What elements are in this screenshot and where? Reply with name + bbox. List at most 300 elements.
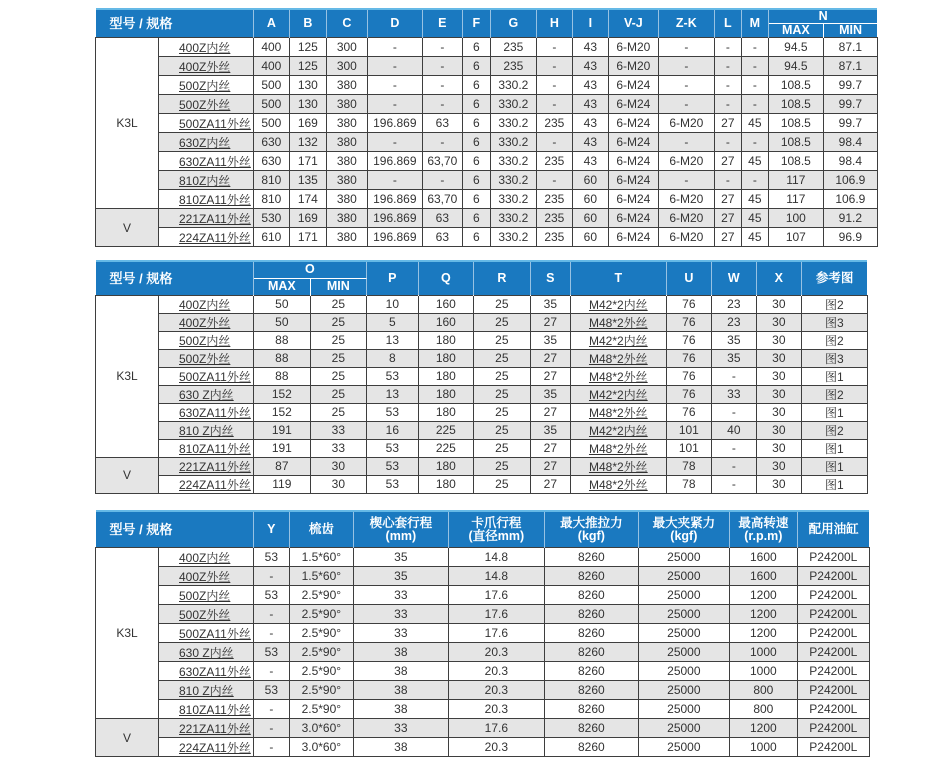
value-cell: 63: [422, 114, 462, 133]
spec-cell: [159, 367, 254, 385]
spec-cell: [159, 421, 254, 439]
value-cell: 196.869: [367, 190, 422, 209]
column-header: [353, 511, 448, 548]
value-cell: -: [422, 95, 462, 114]
value-cell: 27: [714, 228, 741, 247]
table-row: [96, 313, 868, 331]
value-cell: 图2: [801, 385, 867, 403]
value-cell: 380: [326, 209, 367, 228]
column-header: P: [366, 261, 418, 295]
value-cell: 30: [756, 385, 801, 403]
value-cell: 25: [473, 349, 530, 367]
value-cell: 27: [714, 209, 741, 228]
model-group-cell: K3L: [96, 548, 159, 719]
value-cell: 63: [422, 209, 462, 228]
value-cell: 25: [473, 385, 530, 403]
value-cell: 76: [666, 367, 711, 385]
value-cell: 63: [422, 228, 462, 247]
spec-cell: [159, 114, 254, 133]
value-cell: P24200L: [797, 700, 869, 719]
value-cell: 196.869: [367, 228, 422, 247]
table-row: [96, 349, 868, 367]
value-cell: 30: [756, 439, 801, 457]
value-cell: 2.5*90°: [289, 643, 353, 662]
spec-cell: [159, 403, 254, 421]
spec-cell: [159, 586, 254, 605]
value-cell: 108.5: [768, 152, 823, 171]
value-cell: 图1: [801, 457, 867, 475]
value-cell: 30: [756, 403, 801, 421]
value-cell: 99.7: [823, 76, 877, 95]
value-cell: 33: [310, 439, 366, 457]
value-cell: P24200L: [797, 681, 869, 700]
table-row: [96, 700, 870, 719]
value-cell: -: [658, 57, 714, 76]
spec-link[interactable]: 500Z内丝: [179, 333, 231, 348]
value-cell: 180: [418, 331, 473, 349]
spec-cell: [159, 439, 254, 457]
value-cell[interactable]: M42*2内丝: [570, 421, 666, 439]
value-cell: 88: [253, 367, 310, 385]
value-cell: 76: [666, 295, 711, 313]
value-cell: 235: [536, 152, 572, 171]
value-cell: -: [253, 624, 289, 643]
value-cell: 6: [462, 228, 490, 247]
value-cell: 1000: [729, 662, 797, 681]
column-header-label: 楔心套行程: [369, 515, 433, 530]
spec-link[interactable]: 810ZA11外丝: [179, 702, 251, 717]
value-cell: 1200: [729, 624, 797, 643]
value-cell: 17.6: [448, 605, 544, 624]
value-cell: 25: [310, 403, 366, 421]
value-cell: 171: [289, 152, 326, 171]
spec-cell: [159, 152, 254, 171]
column-header-unit: (直径mm): [468, 528, 525, 543]
value-cell[interactable]: M48*2外丝: [570, 475, 666, 493]
table-row: [96, 367, 868, 385]
value-cell: 107: [768, 228, 823, 247]
value-cell: 43: [572, 152, 608, 171]
value-cell: -: [711, 475, 756, 493]
table-row: [96, 439, 868, 457]
value-cell: 152: [253, 385, 310, 403]
value-cell: 53: [253, 586, 289, 605]
spec-link[interactable]: 500Z内丝: [179, 78, 231, 93]
value-cell: 1200: [729, 719, 797, 738]
column-header: Z-K: [658, 9, 714, 38]
spec-link[interactable]: 500ZA11外丝: [179, 116, 251, 131]
value-cell: 10: [366, 295, 418, 313]
value-cell: -: [253, 700, 289, 719]
column-header: D: [367, 9, 422, 38]
value-cell: 20.3: [448, 643, 544, 662]
value-cell: 25000: [638, 643, 729, 662]
spec-link[interactable]: 500ZA11外丝: [179, 626, 251, 641]
column-header: C: [326, 9, 367, 38]
value-cell: -: [367, 57, 422, 76]
spec-link[interactable]: 500Z外丝: [179, 351, 231, 366]
value-cell: 35: [353, 567, 448, 586]
value-cell: 25000: [638, 700, 729, 719]
spec-link[interactable]: 630ZA11外丝: [179, 664, 251, 679]
value-cell: -: [536, 133, 572, 152]
table-row: [96, 567, 870, 586]
spec-link[interactable]: 400Z内丝: [179, 297, 231, 312]
value-cell[interactable]: M48*2外丝: [570, 439, 666, 457]
value-cell: 88: [253, 349, 310, 367]
value-cell: 6: [462, 76, 490, 95]
value-cell: 27: [530, 313, 570, 331]
spec-link[interactable]: 224ZA11外丝: [179, 230, 251, 245]
header-row: [96, 261, 868, 278]
value-cell: 6-M24: [608, 228, 658, 247]
value-cell: 25000: [638, 681, 729, 700]
value-cell: 25000: [638, 548, 729, 567]
value-cell: 800: [729, 681, 797, 700]
value-cell: P24200L: [797, 586, 869, 605]
table-row: [96, 228, 878, 247]
value-cell: -: [253, 605, 289, 624]
value-cell: 27: [530, 367, 570, 385]
value-cell: 810: [253, 190, 289, 209]
column-header: 参考图: [801, 261, 867, 295]
value-cell: 76: [666, 331, 711, 349]
value-cell[interactable]: M48*2外丝: [570, 457, 666, 475]
value-cell: 500: [253, 114, 289, 133]
spec-link[interactable]: 630 Z内丝: [179, 387, 234, 402]
value-cell: 53: [253, 643, 289, 662]
table-row: [96, 681, 870, 700]
value-cell: 180: [418, 457, 473, 475]
spec-link[interactable]: 221ZA11外丝: [179, 459, 251, 474]
value-cell: 33: [353, 605, 448, 624]
value-cell: 380: [326, 114, 367, 133]
value-cell: -: [422, 38, 462, 57]
spec-link[interactable]: 400Z外丝: [179, 59, 231, 74]
value-cell: 174: [289, 190, 326, 209]
spec-link[interactable]: 500Z外丝: [179, 607, 231, 622]
value-cell: 130: [289, 76, 326, 95]
column-header: 配用油缸: [797, 511, 869, 548]
value-cell: 330.2: [490, 133, 536, 152]
spec-link[interactable]: 500ZA11外丝: [179, 369, 251, 384]
column-header: T: [570, 261, 666, 295]
table-row: [96, 738, 870, 757]
spec-link[interactable]: 810Z内丝: [179, 173, 231, 188]
value-cell: 500: [253, 95, 289, 114]
value-cell: 27: [530, 457, 570, 475]
value-cell: 330.2: [490, 114, 536, 133]
spec-cell: [159, 475, 254, 493]
value-cell: 8260: [544, 567, 638, 586]
value-cell: 27: [714, 114, 741, 133]
spec-link[interactable]: 400Z外丝: [179, 569, 231, 584]
value-cell: 25: [310, 313, 366, 331]
value-cell[interactable]: M42*2内丝: [570, 295, 666, 313]
value-cell: 6-M24: [608, 190, 658, 209]
value-cell[interactable]: M48*2外丝: [570, 313, 666, 331]
value-cell: -: [714, 76, 741, 95]
value-cell[interactable]: M48*2外丝: [570, 367, 666, 385]
value-cell: 8260: [544, 643, 638, 662]
value-cell: 6-M20: [658, 114, 714, 133]
spec-link[interactable]: 500Z内丝: [179, 588, 231, 603]
value-cell: 图3: [801, 313, 867, 331]
value-cell: 6: [462, 114, 490, 133]
value-cell: 169: [289, 209, 326, 228]
value-cell: 330.2: [490, 76, 536, 95]
value-cell: 30: [756, 475, 801, 493]
value-cell: 152: [253, 403, 310, 421]
value-cell: 400: [253, 57, 289, 76]
value-cell: 119: [253, 475, 310, 493]
value-cell: -: [536, 57, 572, 76]
value-cell: 800: [729, 700, 797, 719]
value-cell: 53: [366, 457, 418, 475]
value-cell: 6: [462, 133, 490, 152]
spec-link[interactable]: 810 Z内丝: [179, 423, 234, 438]
spec-cell: [159, 681, 254, 700]
value-cell: 27: [530, 403, 570, 421]
value-cell: 610: [253, 228, 289, 247]
value-cell: 2.5*90°: [289, 586, 353, 605]
column-header-unit: (kgf): [670, 528, 698, 543]
value-cell: 35: [353, 548, 448, 567]
table-row: [96, 295, 868, 313]
value-cell: 6: [462, 57, 490, 76]
value-cell: 63,70: [422, 152, 462, 171]
column-header-label: 最大夹紧力: [652, 515, 716, 530]
value-cell: 94.5: [768, 38, 823, 57]
value-cell: 2.5*90°: [289, 662, 353, 681]
spec-cell: [159, 605, 254, 624]
table-row: [96, 662, 870, 681]
spec-link[interactable]: 810 Z内丝: [179, 683, 234, 698]
column-header-label: 最大推拉力: [560, 515, 623, 530]
spec-cell: [159, 313, 254, 331]
value-cell: 78: [666, 475, 711, 493]
value-cell: 35: [711, 349, 756, 367]
value-cell: 101: [666, 439, 711, 457]
value-cell: 6: [462, 95, 490, 114]
value-cell: 8260: [544, 605, 638, 624]
value-cell: 25: [310, 331, 366, 349]
value-cell[interactable]: M42*2内丝: [570, 385, 666, 403]
spec-cell: [159, 133, 254, 152]
value-cell: 40: [711, 421, 756, 439]
value-cell: -: [422, 57, 462, 76]
value-cell: 6: [462, 152, 490, 171]
value-cell: 45: [741, 209, 768, 228]
value-cell: 330.2: [490, 190, 536, 209]
value-cell: 235: [490, 57, 536, 76]
value-cell: 6-M20: [658, 190, 714, 209]
value-cell: 43: [572, 38, 608, 57]
column-header: X: [756, 261, 801, 295]
value-cell: 6-M20: [658, 209, 714, 228]
value-cell: 6-M24: [608, 209, 658, 228]
value-cell: 1600: [729, 567, 797, 586]
column-header: M: [741, 9, 768, 38]
spec-link[interactable]: 810ZA11外丝: [179, 192, 251, 207]
model-group-cell: K3L: [96, 38, 159, 209]
value-cell: 380: [326, 171, 367, 190]
value-cell: 630: [253, 133, 289, 152]
value-cell[interactable]: M48*2外丝: [570, 349, 666, 367]
value-cell[interactable]: M48*2外丝: [570, 403, 666, 421]
spec-link[interactable]: 221ZA11外丝: [179, 211, 251, 226]
value-cell: 33: [310, 421, 366, 439]
value-cell: 14.8: [448, 567, 544, 586]
spec-link[interactable]: 810ZA11外丝: [179, 441, 251, 456]
spec-link[interactable]: 500Z外丝: [179, 97, 231, 112]
value-cell: 3.0*60°: [289, 738, 353, 757]
column-header: 梳齿: [289, 511, 353, 548]
model-spec-header: 型号 / 规格: [96, 511, 254, 548]
value-cell: 1.5*60°: [289, 548, 353, 567]
value-cell: -: [741, 38, 768, 57]
spec-link[interactable]: 224ZA11外丝: [179, 740, 251, 755]
subcolumn-header-max: MAX: [768, 24, 823, 38]
spec-link[interactable]: 400Z内丝: [179, 550, 231, 565]
value-cell: 图1: [801, 439, 867, 457]
value-cell: 380: [326, 152, 367, 171]
column-header: I: [572, 9, 608, 38]
value-cell: 380: [326, 95, 367, 114]
value-cell: 235: [490, 38, 536, 57]
value-cell: 20.3: [448, 662, 544, 681]
value-cell: 25: [473, 439, 530, 457]
value-cell: -: [367, 95, 422, 114]
table-row: [96, 57, 878, 76]
value-cell: 6-M24: [608, 76, 658, 95]
value-cell: 6-M24: [608, 133, 658, 152]
value-cell: 1200: [729, 586, 797, 605]
value-cell: 53: [366, 475, 418, 493]
value-cell: 108.5: [768, 95, 823, 114]
value-cell: 43: [572, 95, 608, 114]
value-cell: 98.4: [823, 133, 877, 152]
value-cell: 6-M20: [658, 228, 714, 247]
spec-link[interactable]: 630Z内丝: [179, 135, 231, 150]
spec-link[interactable]: 400Z外丝: [179, 315, 231, 330]
value-cell: 30: [310, 457, 366, 475]
spec-link[interactable]: 221ZA11外丝: [179, 721, 251, 736]
spec-link[interactable]: 630 Z内丝: [179, 645, 234, 660]
value-cell: 35: [530, 295, 570, 313]
value-cell: -: [658, 76, 714, 95]
table-row: [96, 605, 870, 624]
header-row: [96, 511, 870, 548]
value-cell: 30: [756, 367, 801, 385]
table-row: [96, 586, 870, 605]
value-cell: 23: [711, 313, 756, 331]
value-cell: 380: [326, 76, 367, 95]
value-cell: -: [714, 95, 741, 114]
value-cell: 30: [756, 421, 801, 439]
value-cell: 117: [768, 171, 823, 190]
column-header: Y: [253, 511, 289, 548]
model-group-cell: V: [96, 457, 159, 493]
value-cell: 8260: [544, 662, 638, 681]
value-cell: 1000: [729, 643, 797, 662]
value-cell: 180: [418, 385, 473, 403]
table-row: [96, 133, 878, 152]
value-cell: 530: [253, 209, 289, 228]
value-cell: 27: [714, 190, 741, 209]
spec-cell: [159, 295, 254, 313]
spec-cell: [159, 76, 254, 95]
value-cell: -: [422, 171, 462, 190]
value-cell: 87.1: [823, 57, 877, 76]
table-row: [96, 171, 878, 190]
value-cell: 图1: [801, 367, 867, 385]
value-cell: 14.8: [448, 548, 544, 567]
value-cell: 6-M20: [608, 57, 658, 76]
spec-link[interactable]: 630ZA11外丝: [179, 405, 251, 420]
value-cell: 43: [572, 114, 608, 133]
value-cell: 20.3: [448, 681, 544, 700]
value-cell: 8260: [544, 700, 638, 719]
spec-link[interactable]: 630ZA11外丝: [179, 154, 251, 169]
value-cell: 87.1: [823, 38, 877, 57]
column-header-label: 卡爪行程: [471, 515, 522, 530]
value-cell: 108.5: [768, 133, 823, 152]
spec-cell: [159, 95, 254, 114]
value-cell: 130: [289, 95, 326, 114]
column-header-label: 最高转速: [738, 515, 789, 530]
value-cell: 25000: [638, 624, 729, 643]
value-cell: 235: [536, 209, 572, 228]
value-cell: 35: [530, 331, 570, 349]
value-cell: 330.2: [490, 209, 536, 228]
value-cell: 2.5*90°: [289, 605, 353, 624]
value-cell[interactable]: M42*2内丝: [570, 331, 666, 349]
table-row: [96, 643, 870, 662]
value-cell: 30: [756, 295, 801, 313]
model-group-cell: V: [96, 209, 159, 247]
value-cell: 171: [289, 228, 326, 247]
spec-link[interactable]: 400Z内丝: [179, 40, 231, 55]
value-cell: 8260: [544, 719, 638, 738]
value-cell: -: [714, 171, 741, 190]
value-cell: 16: [366, 421, 418, 439]
value-cell: 225: [418, 439, 473, 457]
value-cell: -: [714, 38, 741, 57]
value-cell: 图2: [801, 421, 867, 439]
column-header: W: [711, 261, 756, 295]
value-cell: 225: [418, 421, 473, 439]
value-cell: 60: [572, 209, 608, 228]
value-cell: -: [253, 662, 289, 681]
value-cell: 106.9: [823, 190, 877, 209]
value-cell: 3.0*60°: [289, 719, 353, 738]
value-cell: -: [367, 171, 422, 190]
spec-cell: [159, 349, 254, 367]
spec-link[interactable]: 224ZA11外丝: [179, 477, 251, 492]
value-cell: 96.9: [823, 228, 877, 247]
value-cell: 235: [536, 190, 572, 209]
value-cell: 13: [366, 331, 418, 349]
value-cell: 45: [741, 152, 768, 171]
value-cell: 500: [253, 76, 289, 95]
value-cell: 25: [473, 331, 530, 349]
column-header: F: [462, 9, 490, 38]
value-cell: 6: [462, 209, 490, 228]
table-row: [96, 114, 878, 133]
value-cell: -: [253, 567, 289, 586]
table-row: [96, 385, 868, 403]
